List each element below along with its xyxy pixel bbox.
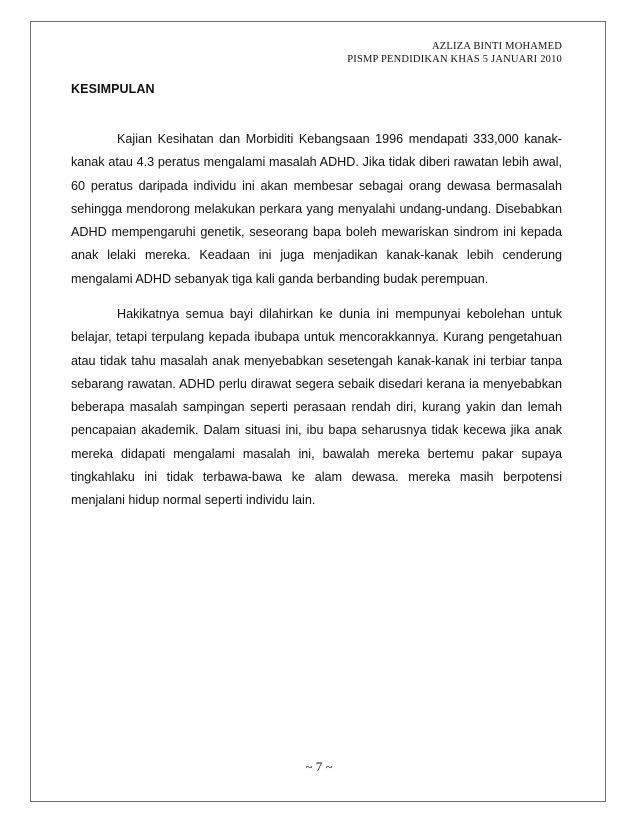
body-paragraph-1: Kajian Kesihatan dan Morbiditi Kebangsaan 1996 mendapati 333,000 kanak-kanak atau 4.3 peratus mengalami masalah ADHD. Jika tidak diberi rawatan lebih awal, 60 peratus daripada individu ini akan membesar sebagai orang dewasa bermasalah sehingga mendorong melakukan perkara yang menyalahi undang-undang. Disebabkan ADHD mempengaruhi genetik, seseorang bapa boleh mewariskan sindrom ini kepada anak lelaki mereka. Keadaan ini juga menjadikan kanak-kanak lebih cenderung mengalami ADHD sebanyak tiga kali ganda berbanding budak perempuan. — [71, 132, 562, 286]
header-program: PISMP PENDIDIKAN KHAS 5 JANUARI 2010 — [347, 53, 562, 65]
page-header — [347, 41, 562, 66]
page-number: ~ 7 ~ — [305, 759, 333, 774]
body-paragraph-2: Hakikatnya semua bayi dilahirkan ke dunia ini mempunyai kebolehan untuk belajar, tetapi terpulang kepada ibubapa untuk mencorakkannya. Kurang pengetahuan atau tidak tahu masalah anak menyebabkan sesetengah kanak-kanak ini terbiar tanpa sebarang rawatan. ADHD perlu dirawat segera sebaik disedari kerana ia menyebabkan beberapa masalah sampingan seperti perasaan rendah diri, kurang yakin dan lemah pencapaian akademik. Dalam situasi ini, ibu bapa seharusnya tidak kecewa jika anak mereka didapati mengalami masalah ini, bawalah mereka bertemu pakar supaya tingkahlaku ini tidak terbawa-bawa ke alam dewasa. mereka masih berpotensi menjalani hidup normal seperti individu lain. — [71, 307, 562, 508]
section-title: KESIMPULAN — [71, 82, 155, 96]
header-author: AZLIZA BINTI MOHAMED — [432, 41, 562, 52]
